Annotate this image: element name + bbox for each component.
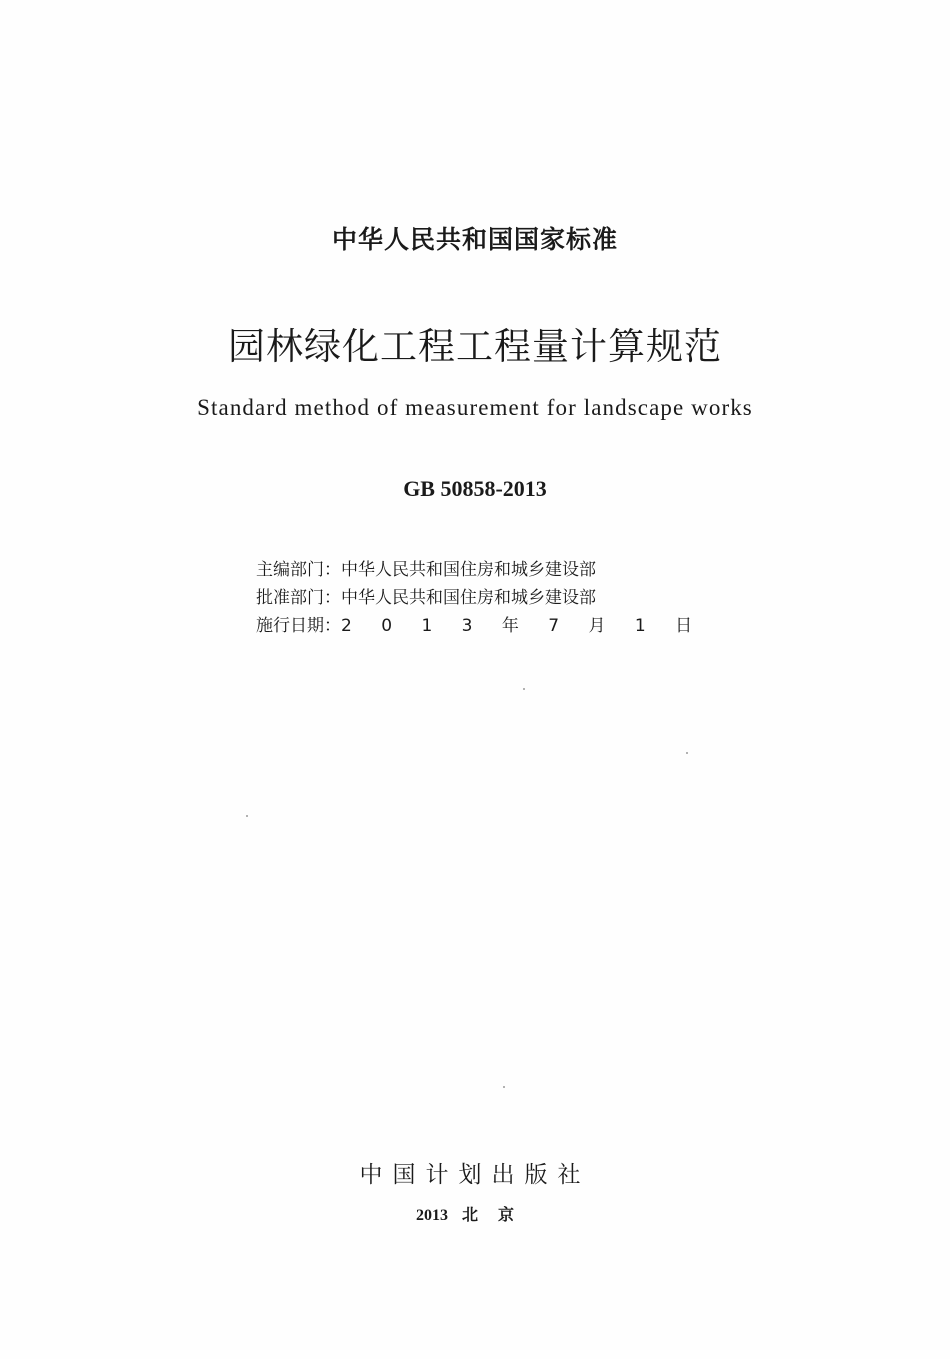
publication-year: 2013 [415,1207,448,1224]
effective-date-label: 施行日期： [256,616,341,636]
scan-speck [503,1086,505,1088]
chief-editor-value: 中华人民共和国住房和城乡建设部 [341,560,596,580]
publication-line [0,1202,950,1225]
approval-dept-label: 批准部门： [256,588,341,608]
approval-dept-row [256,584,704,612]
chinese-title: 园林绿化工程工程量计算规范 [228,325,722,368]
english-title: Standard method of measurement for landscape works [197,395,753,420]
chief-editor-label: 主编部门： [256,560,341,580]
scan-speck [523,688,525,690]
standard-series-heading: 中华人民共和国国家标准 [331,225,618,254]
effective-date-row [256,612,704,640]
approval-info-block [256,556,704,640]
publication-city: 北京 [461,1205,534,1224]
scan-speck [246,815,248,817]
standard-code: GB 50858-2013 [403,476,547,501]
chief-editor-row [256,556,704,584]
scan-speck [686,752,688,754]
effective-date-value: 2 0 1 3 年 7 月 1 日 [341,616,705,636]
publisher-name: 中国计划出版社 [359,1162,591,1188]
approval-dept-value: 中华人民共和国住房和城乡建设部 [341,588,596,608]
